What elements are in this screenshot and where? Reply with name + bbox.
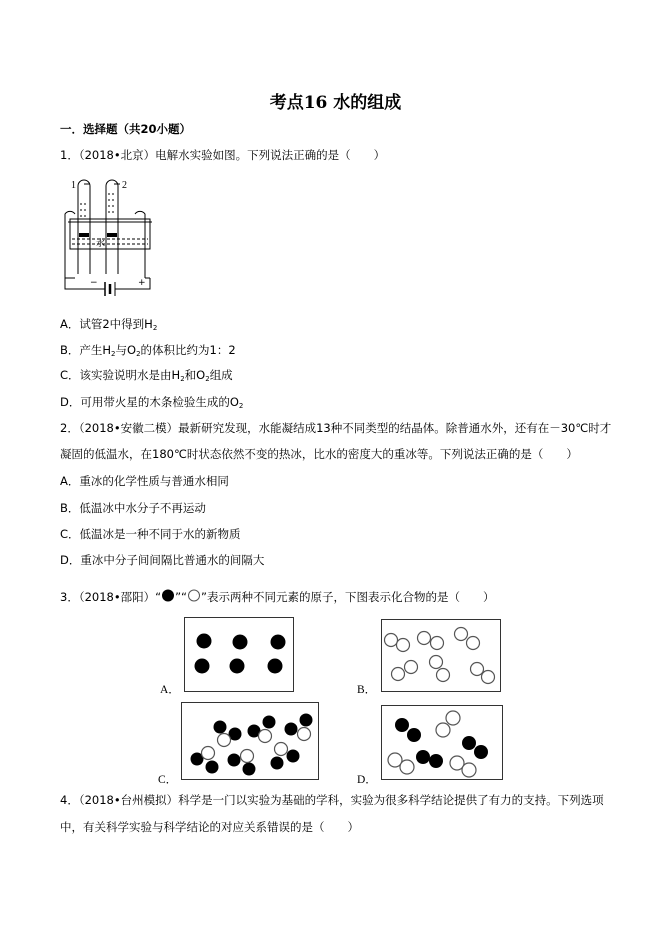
white-atom (385, 634, 398, 647)
black-atom (474, 745, 488, 759)
white-atom (437, 669, 450, 682)
water-label: 水 (96, 239, 106, 249)
black-atom (230, 659, 245, 674)
option-text: C．该实验说明水是由H (60, 368, 181, 382)
option-text: 和O (184, 368, 206, 382)
black-atom (285, 723, 298, 736)
option-text: A．试管2中得到H (60, 317, 153, 331)
black-atom (462, 736, 476, 750)
q3-option-b-diagram[interactable] (381, 619, 501, 692)
black-atom (416, 750, 430, 764)
q2-stem-line2: 凝固的低温水，在180℃时状态依然不变的热冰，比水的密度大的重冰等。下列说法正确的是（ ） (60, 447, 578, 461)
black-atom (407, 728, 421, 742)
white-atom (446, 711, 460, 725)
q1-option-d[interactable] (60, 395, 243, 413)
q3-label-b: B． (357, 684, 377, 696)
q2-option-d[interactable]: D．重冰中分子间间隔比普通水的间隔大 (60, 553, 265, 567)
q3-label-a: A． (160, 684, 180, 696)
black-atom (263, 716, 276, 729)
white-atom (397, 639, 410, 652)
black-atom (300, 714, 313, 727)
white-atom (436, 723, 450, 737)
q4-stem-line2: 中，有关科学实验与科学结论的对应关系错误的是（ ） (60, 820, 359, 834)
q3-label-c: C． (158, 774, 178, 786)
black-atom (243, 763, 256, 776)
subscript: 2 (136, 350, 141, 358)
option-text: 组成 (209, 368, 233, 382)
q1-option-c[interactable] (60, 368, 233, 386)
black-atom (206, 761, 219, 774)
black-atom (197, 634, 212, 649)
tube-1-label: 1 (71, 180, 76, 191)
electrolysis-apparatus-figure (60, 174, 160, 300)
white-atom (392, 668, 405, 681)
stem-text: 3．（2018•邵阳）“ (60, 590, 162, 604)
subscript: 2 (152, 324, 158, 332)
black-atom (195, 659, 210, 674)
q3-stem (60, 589, 494, 604)
black-atom (429, 754, 443, 768)
white-atom (400, 760, 414, 774)
subscript: 2 (180, 375, 185, 383)
white-atom (467, 637, 480, 650)
stem-text: ”“ (175, 590, 187, 604)
white-atom (418, 632, 431, 645)
page-title: 考点16 水的组成 (269, 93, 402, 113)
subscript: 2 (111, 350, 116, 358)
q3-option-a-diagram[interactable] (184, 617, 294, 692)
white-atom (275, 743, 288, 756)
white-atom (455, 628, 468, 641)
minus-label: − (90, 278, 98, 288)
q1-stem: 1．（2018•北京）电解水实验如图。下列说法正确的是（ ） (60, 148, 386, 162)
subscript: 2 (238, 402, 244, 410)
q3-label-d: D． (357, 774, 377, 786)
black-atom (233, 635, 248, 650)
black-atom (214, 721, 227, 734)
q1-option-a[interactable] (60, 317, 157, 335)
black-atom (395, 718, 409, 732)
black-atom (271, 757, 284, 770)
q4-stem-line1: 4．（2018•台州模拟）科学是一门以实验为基础的学科，实验为很多科学结论提供了有力的支持。下列选项 (60, 793, 604, 807)
option-text: D．可用带火星的木条检验生成的O (60, 395, 239, 409)
black-atom (271, 635, 286, 650)
white-atom (462, 763, 476, 777)
white-atom (482, 671, 495, 684)
subscript: 2 (205, 375, 210, 383)
option-text: B．产生H (60, 343, 112, 357)
q2-stem-line1: 2．（2018•安徽二模）最新研究发现，水能凝结成13种不同类型的结晶体。除普通水外，还有在－30℃时才 (60, 421, 612, 435)
white-atom (298, 728, 311, 741)
white-atom (431, 637, 444, 650)
plus-label: + (138, 278, 146, 288)
black-atom (268, 659, 283, 674)
q1-option-b[interactable] (60, 343, 236, 361)
white-atom (259, 730, 272, 743)
white-atom (430, 656, 443, 669)
stem-text: ”表示两种不同元素的原子，下图表示化合物的是（ ） (201, 590, 495, 604)
white-atom (405, 661, 418, 674)
white-atom (471, 663, 484, 676)
black-atom (228, 754, 241, 767)
black-atom-icon (161, 589, 175, 602)
q3-option-d-diagram[interactable] (381, 705, 503, 780)
white-atom (241, 750, 254, 763)
tube-2-label: 2 (122, 180, 127, 191)
section-heading: 一．选择题（共20小题） (60, 122, 192, 136)
q2-option-a[interactable]: A．重冰的化学性质与普通水相同 (60, 474, 229, 488)
q2-option-b[interactable]: B．低温冰中水分子不再运动 (60, 501, 206, 515)
black-atom (287, 750, 300, 763)
q3-option-c-diagram[interactable] (181, 702, 319, 780)
option-text: 与O (115, 343, 137, 357)
option-text: 的体积比约为1：2 (140, 343, 236, 357)
q2-option-c[interactable]: C．低温冰是一种不同于水的新物质 (60, 527, 241, 541)
white-atom-icon (187, 589, 201, 602)
white-atom (218, 734, 231, 747)
white-atom (202, 747, 215, 760)
